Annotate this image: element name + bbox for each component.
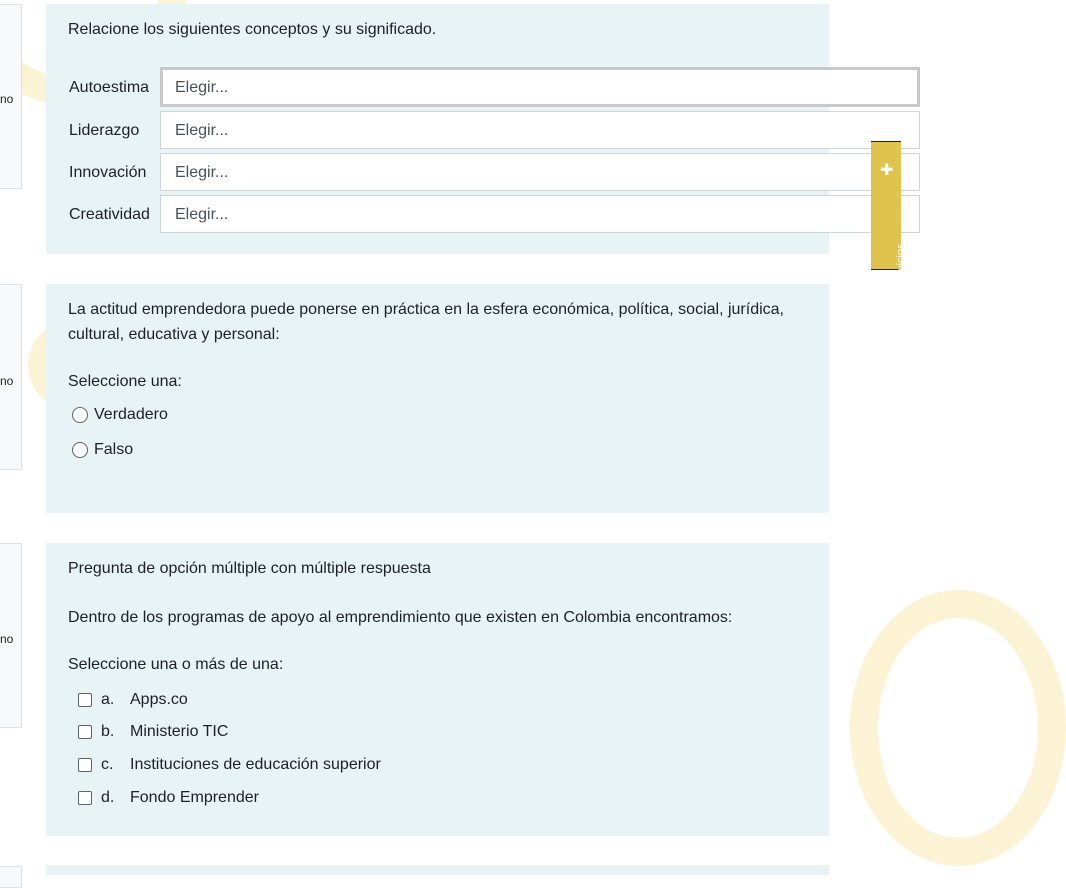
- option-instituciones[interactable]: [78, 756, 381, 774]
- radio-button[interactable]: [72, 442, 88, 458]
- match-label: Innovación: [69, 164, 147, 181]
- question-prompt: Dentro de los programas de apoyo al emprendimiento que existen en Colombia encontramos:: [68, 609, 733, 626]
- option-letter: b.: [101, 723, 115, 740]
- option-label: Falso: [94, 441, 134, 458]
- question-prompt: Relacione los siguientes conceptos y su significado.: [68, 21, 437, 38]
- option-letter: d.: [101, 789, 115, 806]
- question-prompt: La actitud emprendedora puede ponerse en práctica en la esfera económica, política, social, jurídica, cultural, educativa y personal:: [68, 301, 784, 343]
- option-label: Ministerio TIC: [130, 723, 229, 740]
- match-select-autoestima[interactable]: Elegir...: [160, 67, 920, 107]
- checkbox[interactable]: [78, 758, 92, 772]
- question-card-multiple-answer: [46, 543, 829, 836]
- checkbox[interactable]: [78, 725, 92, 739]
- match-select-innovacion[interactable]: Elegir...: [160, 153, 920, 191]
- question-info-box: [0, 866, 22, 888]
- question-card-next: [46, 865, 829, 875]
- option-label: Verdadero: [94, 406, 168, 423]
- match-row: [46, 195, 946, 235]
- question-instruction: Seleccione una:: [68, 373, 182, 390]
- checkbox[interactable]: [78, 791, 92, 805]
- match-label: Creatividad: [69, 206, 150, 223]
- decorative-circle: [850, 590, 1066, 866]
- radio-button[interactable]: [72, 407, 88, 423]
- question-instruction: Seleccione una o más de una:: [68, 656, 284, 673]
- match-row: [46, 68, 946, 108]
- option-apps-co[interactable]: [78, 691, 188, 709]
- question-title: Pregunta de opción múltiple con múltiple respuesta: [68, 560, 431, 577]
- option-label: Fondo Emprender: [130, 789, 259, 806]
- match-label: Autoestima: [69, 79, 150, 96]
- match-select-creatividad[interactable]: Elegir...: [160, 195, 920, 233]
- question-card-matching: [46, 4, 829, 254]
- match-label: Liderazgo: [69, 122, 140, 139]
- option-ministerio-tic[interactable]: [78, 723, 228, 741]
- services-tab[interactable]: [871, 141, 907, 288]
- option-fondo-emprender[interactable]: [78, 789, 259, 807]
- services-label: Servicios: [895, 243, 907, 288]
- question-info-text: no: [0, 374, 14, 388]
- option-label: Apps.co: [130, 691, 188, 708]
- checkbox[interactable]: [78, 693, 92, 707]
- match-row: [46, 153, 946, 193]
- option-letter: a.: [101, 691, 115, 708]
- question-info-text: no: [0, 92, 14, 106]
- option-letter: c.: [101, 756, 114, 773]
- match-row: [46, 111, 946, 151]
- question-info-text: no: [0, 632, 14, 646]
- question-card-true-false: [46, 284, 829, 513]
- option-falso[interactable]: [72, 441, 133, 459]
- option-verdadero[interactable]: [72, 406, 168, 424]
- plus-icon: ✚: [880, 162, 894, 179]
- match-select-liderazgo[interactable]: Elegir...: [160, 111, 920, 149]
- option-label: Instituciones de educación superior: [130, 756, 381, 773]
